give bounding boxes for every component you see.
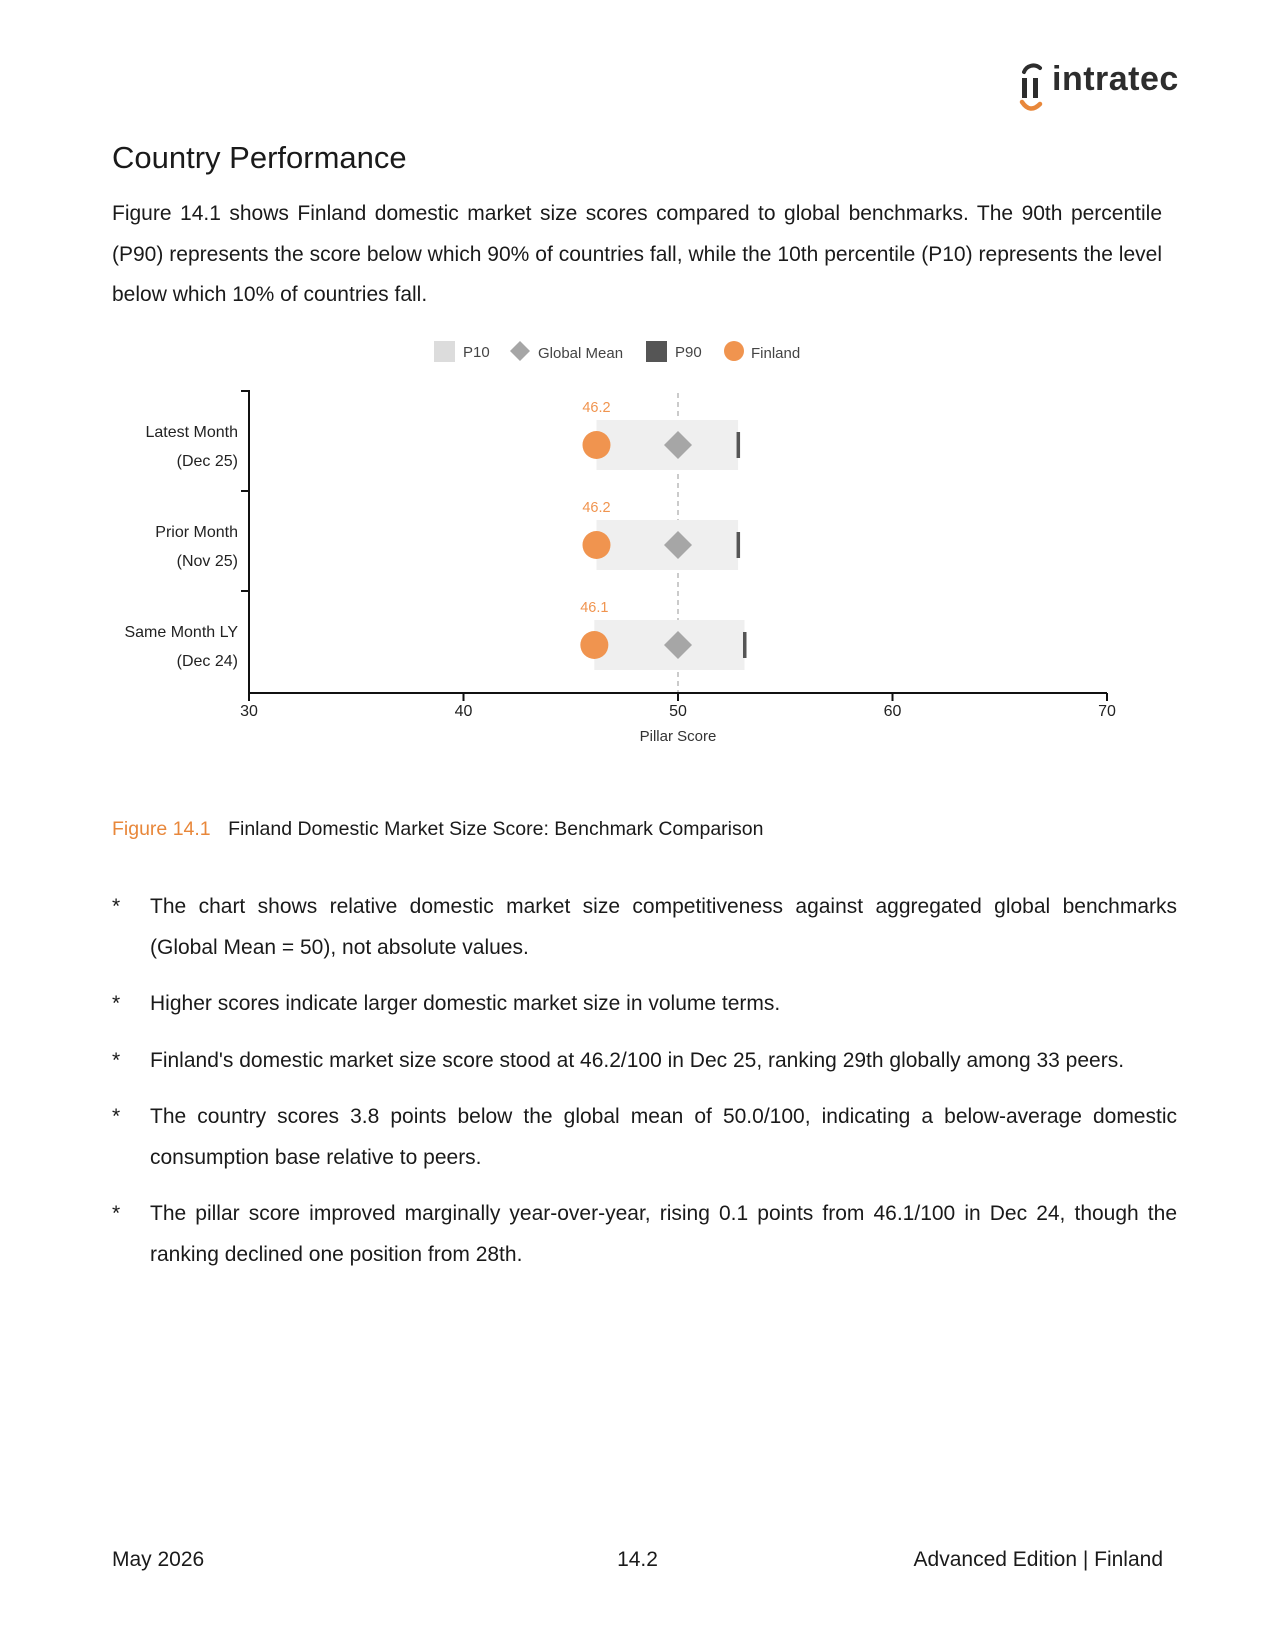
section-title: Country Performance [112,140,407,175]
legend-label-finland: Finland [751,345,801,362]
figure-title: Finland Domestic Market Size Score: Benchmark Comparison [228,818,764,840]
finland-score-marker [582,431,610,459]
list-item [112,984,1177,1025]
finland-score-marker [580,631,608,659]
p90-marker [743,632,747,658]
x-axis-title: Pillar Score [639,728,717,745]
benchmark-comparison-chart [0,330,1275,790]
figure-number: Figure 14.1 [112,818,211,840]
finland-value-label: 46.2 [582,400,611,416]
bullet-star: * [112,992,121,1015]
intro-paragraph: Figure 14.1 shows Finland domestic market size scores compared to global benchmarks. The 90th percentile (P90) represents the score below which 90% of countries fall, while the 10th percentile (P10) represents the level below which 10% of countries fall. [112,202,1162,306]
intratec-logo [1018,58,1179,114]
legend-global-mean-marker [510,341,530,361]
bullet-text: The chart shows relative domestic market size competitiveness against aggregated global benchmarks (Global Mean = 50), not absolute values. [150,895,1177,959]
legend-finland-marker [724,341,744,361]
category-label-period: (Dec 24) [176,653,238,670]
category-label-period: (Nov 25) [176,553,238,570]
category-label-period: (Dec 25) [176,453,238,470]
bullet-text: The country scores 3.8 points below the global mean of 50.0/100, indicating a below-average domestic consumption base relative to peers. [150,1105,1177,1169]
bullet-star: * [112,1105,121,1128]
logo-wordmark: intratec [1052,60,1179,98]
list-item [112,1097,1177,1178]
x-tick-label: 50 [669,703,687,720]
bullet-star: * [112,1048,121,1072]
category-label: Prior Month [155,524,238,541]
x-tick-label: 40 [454,703,473,720]
bullet-text: Higher scores indicate larger domestic market size in volume terms. [150,992,781,1015]
list-item [112,1041,1177,1082]
bullet-text: Finland's domestic market size score stood at 46.2/100 in Dec 25, ranking 29th globally among 33 peers. [150,1048,1125,1072]
finland-value-label: 46.1 [580,600,609,616]
list-item [112,1194,1177,1275]
x-tick-label: 30 [240,703,258,720]
bullet-text: The pillar score improved marginally year-over-year, rising 0.1 points from 46.1/100 in Dec 24, though the ranking declined one position from 28th. [150,1202,1177,1266]
bullet-star: * [112,895,121,918]
chart-plot-area [580,393,746,693]
p90-marker [737,432,741,458]
bullet-star: * [112,1202,121,1225]
finland-value-label: 46.2 [582,500,611,516]
x-tick-label: 60 [883,703,902,720]
category-label: Same Month LY [124,624,238,641]
chart-legend [434,341,800,362]
list-item [112,887,1177,968]
key-findings-list [112,887,1177,1291]
legend-label-p90: P90 [675,344,702,361]
legend-p10-swatch [434,341,455,362]
legend-label-p10: P10 [463,344,490,361]
legend-p90-swatch [646,341,667,362]
legend-label-global-mean: Global Mean [538,345,624,362]
footer-page-number: 14.2 [617,1548,658,1571]
category-label: Latest Month [145,424,238,441]
finland-score-marker [582,531,610,559]
figure-caption [112,818,763,841]
footer-date: May 2026 [112,1548,205,1571]
footer-edition: Advanced Edition | Finland [913,1548,1163,1571]
x-tick-label: 70 [1098,703,1116,720]
p90-marker [737,532,741,558]
